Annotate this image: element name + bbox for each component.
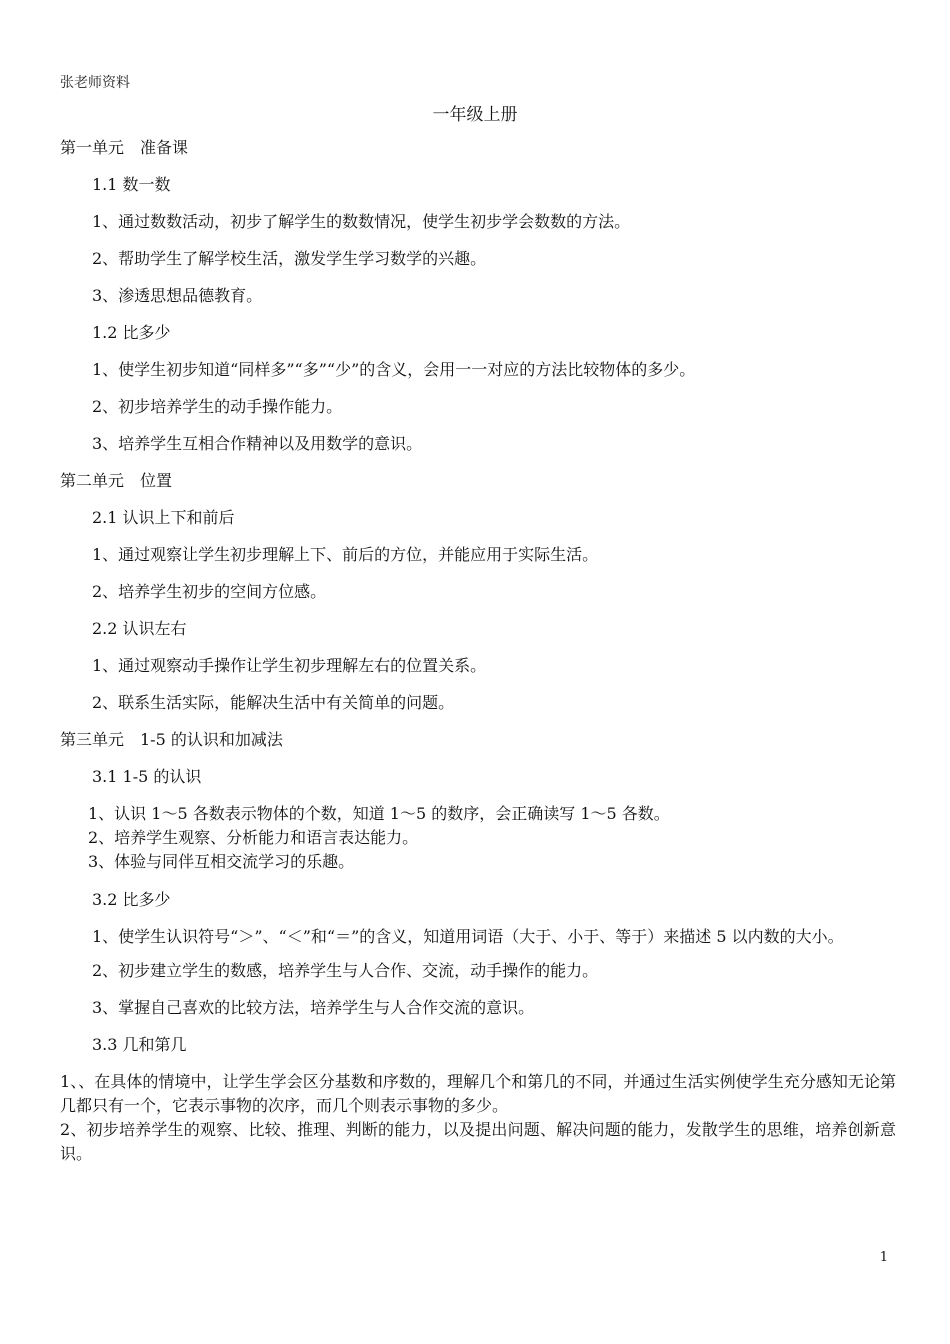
objective-item: 3、渗透思想品德教育。: [92, 286, 263, 305]
objective-item: 2、初步建立学生的数感，培养学生与人合作、交流，动手操作的能力。: [92, 961, 599, 980]
objective-item: 2、帮助学生了解学校生活，激发学生学习数学的兴趣。: [92, 249, 487, 268]
page-number: 1: [879, 1250, 888, 1265]
lesson-heading: 3.3 几和第几: [92, 1035, 187, 1054]
objective-item: 3、掌握自己喜欢的比较方法，培养学生与人合作交流的意识。: [92, 998, 535, 1017]
document-body: [60, 136, 896, 1166]
unit-heading: 第三单元 1-5 的认识和加减法: [60, 730, 283, 749]
objective-item: 1、、在具体的情境中，让学生学会区分基数和序数的，理解几个和第几的不同，并通过生活实例使学生充分感知无论第几都只有一个，它表示事物的次序，而几个则表示事物的多少。: [60, 1072, 896, 1115]
objective-item: 1、通过观察动手操作让学生初步理解左右的位置关系。: [92, 656, 487, 675]
lesson-heading: 3.2 比多少: [92, 890, 171, 909]
lesson-heading: 3.1 1-5 的认识: [92, 767, 202, 786]
unit-heading: 第一单元 准备课: [60, 138, 189, 157]
unit-heading: 第二单元 位置: [60, 471, 173, 490]
objective-item: 2、初步培养学生的动手操作能力。: [92, 397, 343, 416]
objective-item: 2、培养学生观察、分析能力和语言表达能力。: [88, 828, 419, 847]
objective-item: 3、培养学生互相合作精神以及用数学的意识。: [92, 434, 423, 453]
objective-item: 1、通过数数活动，初步了解学生的数数情况，使学生初步学会数数的方法。: [92, 212, 631, 231]
objective-item: 1、认识 1～5 各数表示物体的个数，知道 1～5 的数序，会正确读写 1～5 各数。: [88, 804, 670, 823]
objective-item: 2、培养学生初步的空间方位感。: [92, 582, 327, 601]
lesson-heading: 1.2 比多少: [92, 323, 171, 342]
page-header: 张老师资料: [60, 75, 130, 91]
objective-item: 1、使学生认识符号“＞”、“＜”和“＝”的含义，知道用词语（大于、小于、等于）来描述 5 以内数的大小。: [92, 927, 844, 946]
lesson-heading: 2.1 认识上下和前后: [92, 508, 235, 527]
objective-item: 3、体验与同伴互相交流学习的乐趣。: [88, 852, 355, 871]
objective-item: 1、通过观察让学生初步理解上下、前后的方位，并能应用于实际生活。: [92, 545, 599, 564]
objective-item: 1、使学生初步知道“同样多”“多”“少”的含义，会用一一对应的方法比较物体的多少。: [92, 360, 696, 379]
page-title: 一年级上册: [432, 105, 518, 125]
lesson-heading: 1.1 数一数: [92, 175, 171, 194]
lesson-heading: 2.2 认识左右: [92, 619, 187, 638]
objective-item: 2、初步培养学生的观察、比较、推理、判断的能力，以及提出问题、解决问题的能力，发散学生的思维，培养创新意识。: [60, 1120, 896, 1163]
objective-item: 2、联系生活实际，能解决生活中有关简单的问题。: [92, 693, 455, 712]
